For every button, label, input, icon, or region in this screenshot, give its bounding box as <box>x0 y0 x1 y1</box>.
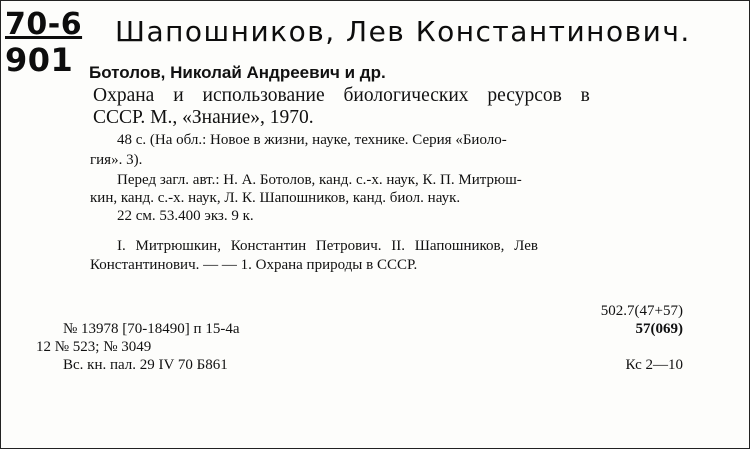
handwritten-heading: Шапошников, Лев Константинович. <box>115 15 691 48</box>
record-line-4: гия». 3). <box>90 152 143 168</box>
classification-code-2: 57(069) <box>635 321 683 337</box>
record-line-7: 22 см. 53.400 экз. 9 к. <box>117 208 254 224</box>
record-author: Ботолов, Николай Андреевич и др. <box>89 63 386 82</box>
record-line-5: Перед загл. авт.: Н. А. Ботолов, канд. с.-х. наук, К. П. Митрюш- <box>117 172 522 188</box>
handwritten-shelf-mark-bottom: 901 <box>5 41 74 79</box>
record-line-6: кин, канд. с.-х. наук, Л. К. Шапошников, канд. биол. наук. <box>90 190 461 206</box>
record-title-line-2: СССР. М., «Знание», 1970. <box>93 107 314 128</box>
footer-line-1: № 13978 [70-18490] п 15-4а <box>63 321 240 337</box>
footer-line-2: 12 № 523; № 3049 <box>36 339 152 355</box>
classification-code-1: 502.7(47+57) <box>600 303 683 319</box>
handwritten-shelf-mark-top: 70-6 <box>5 7 83 42</box>
record-title-line-1: Охрана и использование биологических ресурсов в <box>93 85 590 106</box>
price-code: Кс 2—10 <box>625 357 683 373</box>
record-line-9: Константинович. — — 1. Охрана природы в СССР. <box>90 257 418 273</box>
record-line-3: 48 с. (На обл.: Новое в жизни, науке, технике. Серия «Биоло- <box>117 132 507 148</box>
record-line-8: I. Митрюшкин, Константин Петрович. II. Шапошников, Лев <box>117 238 538 254</box>
footer-line-3: Вс. кн. пал. 29 IV 70 Б861 <box>63 357 228 373</box>
